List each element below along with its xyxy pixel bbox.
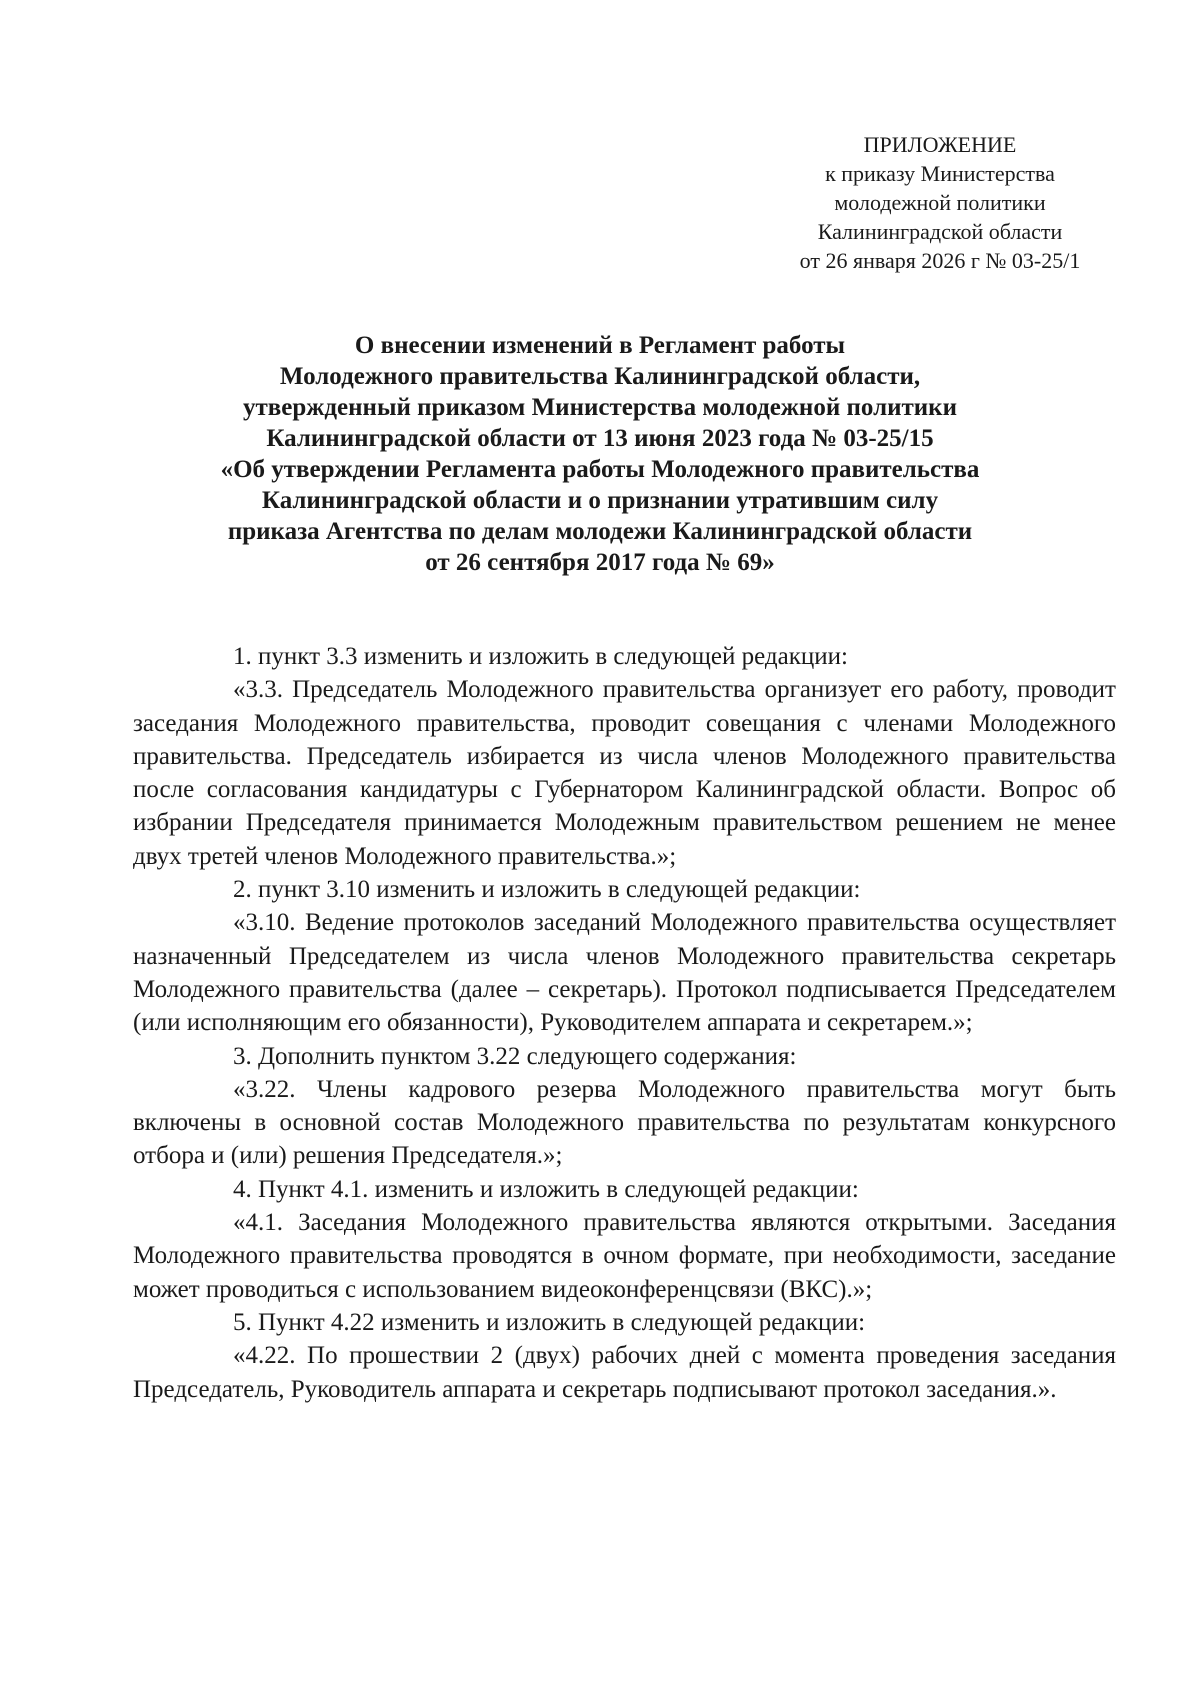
amendment-text-4-22: «4.22. По прошествии 2 (двух) рабочих дней с момента проведения заседания Председатель, Руководитель аппарата и секретарь подписывают протокол заседания.». — [133, 1342, 1116, 1403]
amendment-item-5: 5. Пункт 4.22 изменить и изложить в следующей редакции: — [233, 1308, 866, 1336]
title-line: приказа Агентства по делам молодежи Калининградской области — [227, 518, 973, 545]
title-line: Молодежного правительства Калининградской области, — [279, 363, 921, 390]
title-line: от 26 сентября 2017 года № 69» — [425, 549, 775, 576]
amendment-item-1: 1. пункт 3.3 изменить и изложить в следующей редакции: — [233, 643, 848, 670]
amendment-text-3-3: «3.3. Председатель Молодежного правительства организует его работу, проводит заседания Молодежного правительства, проводит совещания с членами Молодежного правительства. Председатель избирается из числа членов Молодежного правительства после согласования кандидатуры с Губернатором Калининградской области. Вопрос об избрании Председателя принимается Молодежным правительством решением не менее двух третей членов Молодежного правительства.»; — [133, 676, 1116, 870]
appendix-date-number: от 26 января 2026 г № 03-25/1 — [799, 248, 1081, 273]
title-line: утвержденный приказом Министерства молодежной политики — [243, 394, 957, 421]
amendment-item-4: 4. Пункт 4.1. изменить и изложить в следующей редакции: — [233, 1175, 859, 1203]
amendment-text-4-1: «4.1. Заседания Молодежного правительства являются открытыми. Заседания Молодежного правительства проводятся в очном формате, при необходимости, заседание может проводиться с использованием видеоконференцсвязи (ВКС).»; — [133, 1209, 1116, 1303]
title-line: О внесении изменений в Регламент работы — [354, 332, 846, 359]
amendment-text-3-10: «3.10. Ведение протоколов заседаний Молодежного правительства осуществляет назначенный Председателем из числа членов Молодежного правительства секретарь Молодежного правительства (далее – секретарь). Протокол подписывается Председателем (или исполняющим его обязанности), Руководителем аппарата и секретарем.»; — [133, 909, 1116, 1037]
title-line: Калининградской области от 13 июня 2023 года № 03-25/15 — [266, 425, 934, 452]
appendix-region: Калининградской области — [817, 219, 1063, 244]
appendix-header — [780, 130, 1100, 275]
appendix-ministry: молодежной политики — [834, 190, 1046, 215]
title-line: «Об утверждении Регламента работы Молодежного правительства — [220, 456, 980, 483]
amendment-item-3: 3. Дополнить пунктом 3.22 следующего содержания: — [233, 1042, 797, 1070]
document-body — [133, 640, 1116, 1406]
appendix-order-ref: к приказу Министерства — [825, 161, 1055, 186]
appendix-label: ПРИЛОЖЕНИЕ — [863, 132, 1017, 157]
document-title — [150, 330, 1050, 578]
title-line: Калининградской области и о признании утратившим силу — [261, 487, 939, 514]
amendment-text-3-22: «3.22. Члены кадрового резерва Молодежного правительства могут быть включены в основной состав Молодежного правительства по результатам конкурсного отбора и (или) решения Председателя.»; — [133, 1075, 1116, 1170]
amendment-item-2: 2. пункт 3.10 изменить и изложить в следующей редакции: — [233, 876, 861, 904]
